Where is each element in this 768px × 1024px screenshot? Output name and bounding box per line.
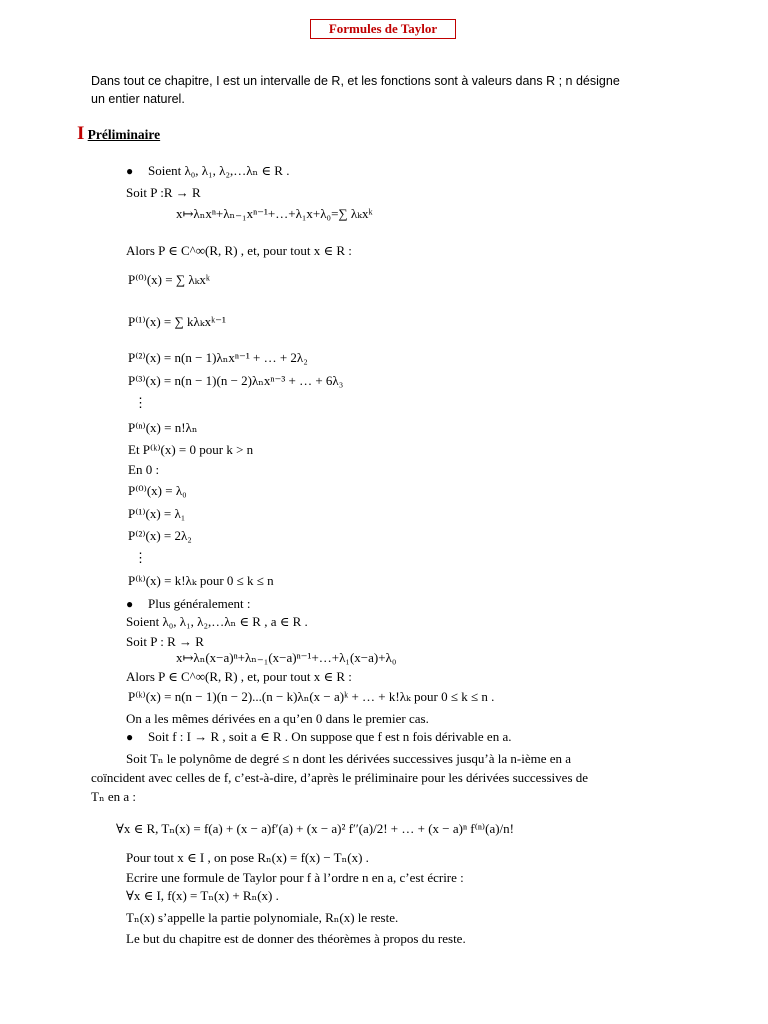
line-l01: Soient λ₀, λ₁, λ₂,…λₙ ∈ R . — [148, 163, 290, 178]
line-l18: Plus généralement : — [148, 596, 251, 611]
line-l30: Pour tout x ∈ I , on pose Rₙ(x) = f(x) − Tₙ(x) . — [126, 850, 369, 865]
line-l03: x↦λₙxⁿ+λₙ₋₁xⁿ⁻¹+…+λ₁x+λ₀=∑ λₖxᵏ — [176, 206, 373, 221]
line-l16: ⋮ — [134, 550, 147, 565]
line-l12: En 0 : — [128, 462, 160, 477]
line-l28: Tₙ en a : — [91, 789, 136, 804]
line-l31: Ecrire une formule de Taylor pour f à l’ordre n en a, c’est écrire : — [126, 870, 464, 885]
intro-line-2: un entier naturel. — [91, 92, 185, 106]
bullet-1: ● — [126, 164, 134, 178]
line-l14: P⁽¹⁾(x) = λ₁ — [128, 506, 186, 521]
line-l33: Tₙ(x) s’appelle la partie polynomiale, Rₙ(x) le reste. — [126, 910, 399, 925]
line-l02: Soit P :R → R — [126, 185, 201, 200]
intro-line-1: Dans tout ce chapitre, I est un intervalle de R, et les fonctions sont à valeurs dans R ; n désigne — [91, 74, 620, 88]
line-l07: P⁽²⁾(x) = n(n − 1)λₙxⁿ⁻¹ + … + 2λ₂ — [128, 350, 308, 365]
line-l26: Soit Tₙ le polynôme de degré ≤ n dont les dérivées successives jusqu’à la n-ième en a — [126, 751, 572, 766]
line-l11: Et P⁽ᵏ⁾(x) = 0 pour k > n — [128, 442, 254, 457]
bullet-3: ● — [126, 730, 134, 744]
line-l22: Alors P ∈ C^∞(R, R) , et, pour tout x ∈ R : — [126, 669, 352, 684]
line-l24: On a les mêmes dérivées en a qu’en 0 dans le premier cas. — [126, 711, 429, 726]
page-title: Formules de Taylor — [328, 21, 438, 36]
line-l34: Le but du chapitre est de donner des théorèmes à propos du reste. — [126, 931, 466, 946]
bullet-2: ● — [126, 597, 134, 611]
line-l05: P⁽⁰⁾(x) = ∑ λₖxᵏ — [128, 272, 210, 287]
line-l27: coïncident avec celles de f, c’est-à-dire, d’après le préliminaire pour les dérivées successives de — [91, 770, 589, 785]
line-l19: Soient λ₀, λ₁, λ₂,…λₙ ∈ R , a ∈ R . — [126, 614, 308, 629]
line-l21: x↦λₙ(x−a)ⁿ+λₙ₋₁(x−a)ⁿ⁻¹+…+λ₁(x−a)+λ₀ — [176, 650, 397, 665]
line-l15: P⁽²⁾(x) = 2λ₂ — [128, 528, 192, 543]
line-l29: ∀x ∈ R, Tₙ(x) = f(a) + (x − a)f′(a) + (x − a)² f′′(a)/2! + … + (x − a)ⁿ f⁽ⁿ⁾(a)/n! — [116, 821, 514, 836]
line-l20: Soit P : R → R — [126, 634, 204, 649]
section-heading — [77, 123, 161, 144]
line-l10: P⁽ⁿ⁾(x) = n!λₙ — [128, 420, 198, 435]
line-l23: P⁽ᵏ⁾(x) = n(n − 1)(n − 2)...(n − k)λₙ(x − a)ᵏ + … + k!λₖ pour 0 ≤ k ≤ n . — [128, 689, 495, 704]
line-l17: P⁽ᵏ⁾(x) = k!λₖ pour 0 ≤ k ≤ n — [128, 573, 274, 588]
line-l32: ∀x ∈ I, f(x) = Tₙ(x) + Rₙ(x) . — [126, 888, 279, 903]
line-l09: ⋮ — [134, 395, 147, 410]
line-l04: Alors P ∈ C^∞(R, R) , et, pour tout x ∈ R : — [126, 243, 352, 258]
line-l08: P⁽³⁾(x) = n(n − 1)(n − 2)λₙxⁿ⁻³ + … + 6λ₃ — [128, 373, 344, 388]
line-l06: P⁽¹⁾(x) = ∑ kλₖxᵏ⁻¹ — [128, 314, 226, 329]
section-title: Préliminaire — [87, 127, 161, 142]
line-l25: Soit f : I → R , soit a ∈ R . On suppose que f est n fois dérivable en a. — [148, 729, 512, 744]
line-l13: P⁽⁰⁾(x) = λ₀ — [128, 483, 187, 498]
section-number: I — [77, 123, 85, 144]
title-box — [310, 19, 456, 39]
